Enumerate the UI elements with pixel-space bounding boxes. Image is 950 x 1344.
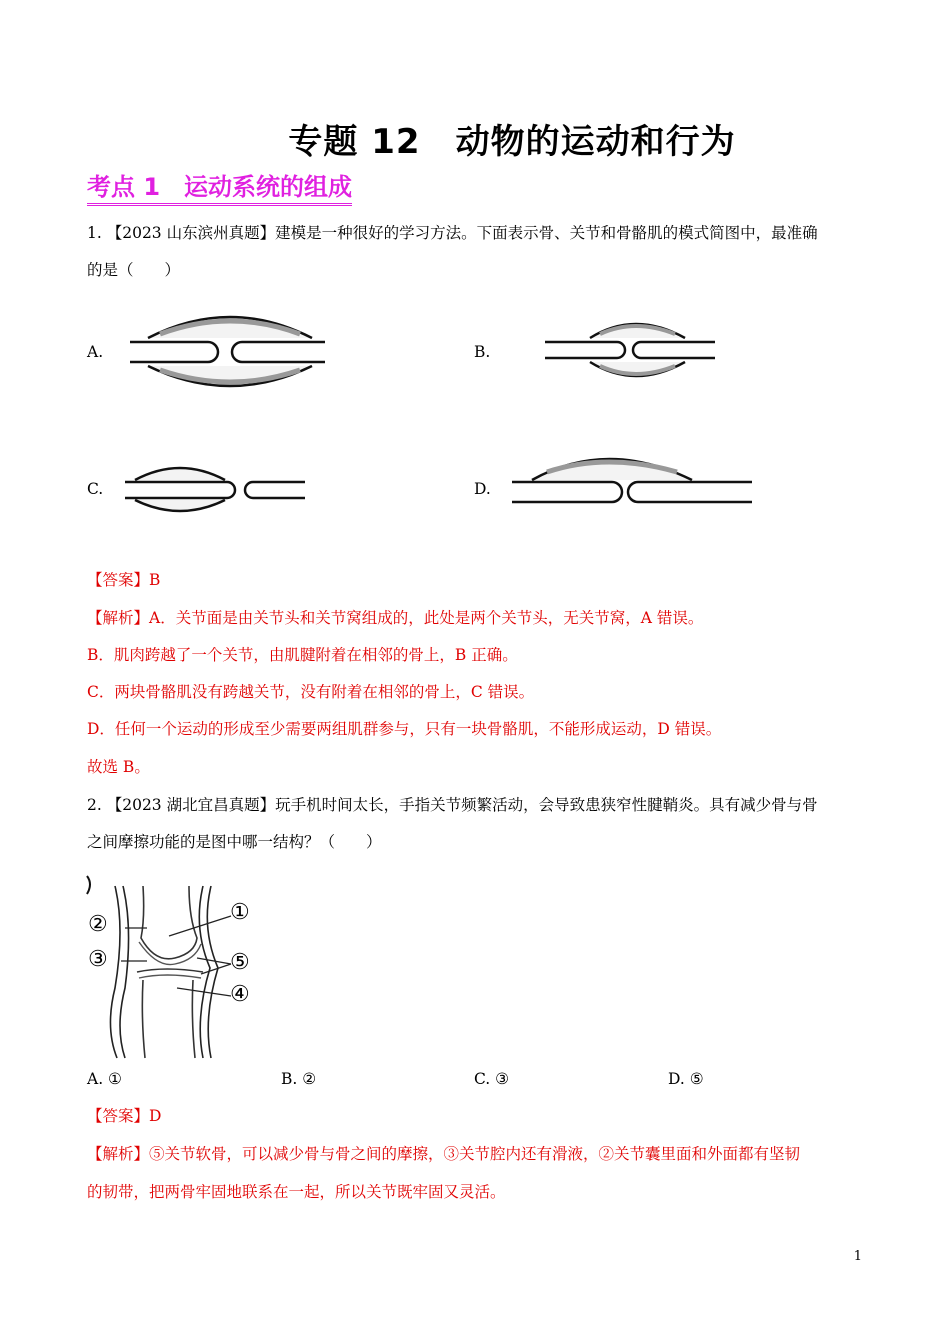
section-heading: 考点 1 运动系统的组成 (87, 172, 352, 206)
page-number: 1 (853, 1249, 862, 1264)
q2-stem-line1: 2. 【2023 湖北宜昌真题】玩手机时间太长，手指关节频繁活动，会导致患狭窄性腱鞘炎。具有减少骨与骨 (87, 796, 818, 814)
q2-stem-line2: 之间摩擦功能的是图中哪一结构？（ ） (87, 833, 382, 851)
q1-figure-d (512, 448, 752, 518)
q1-figure-c (125, 458, 305, 520)
q1-option-b: B. (474, 343, 491, 361)
q1-analysis-line2: B．肌肉跨越了一个关节，由肌腱附着在相邻的骨上，B 正确。 (87, 646, 518, 664)
q2-option-b: B. ② (281, 1070, 317, 1088)
q2-figure-label-2: ② (88, 912, 108, 937)
q2-answer: 【答案】D (87, 1107, 162, 1125)
page-title: 专题 12 动物的运动和行为 (288, 122, 736, 162)
q1-option-a: A. (87, 343, 104, 361)
q1-figure-a (130, 308, 325, 394)
q2-figure-label-1: ① (230, 900, 250, 925)
q1-figure-b (545, 314, 715, 386)
q2-analysis-line1: 【解析】⑤关节软骨，可以减少骨与骨之间的摩擦，③关节腔内还有滑液，②关节囊里面和外面都有坚韧 (87, 1145, 801, 1163)
q2-option-d: D. ⑤ (668, 1070, 704, 1088)
q1-analysis-line1: 【解析】A．关节面是由关节头和关节窝组成的，此处是两个关节头，无关节窝，A 错误。 (87, 609, 704, 627)
q2-option-c: C. ③ (474, 1070, 510, 1088)
q2-figure-label-4: ④ (230, 982, 250, 1007)
q2-figure-label-3: ③ (88, 947, 108, 972)
q2-analysis-line2: 的韧带，把两骨牢固地联系在一起，所以关节既牢固又灵活。 (87, 1183, 506, 1201)
q2-option-a: A. ① (87, 1070, 122, 1088)
q1-analysis-line5: 故选 B。 (87, 758, 150, 776)
q1-option-c: C. (87, 480, 104, 498)
q1-answer: 【答案】B (87, 571, 161, 589)
q1-option-d: D. (474, 480, 491, 498)
q1-analysis-line3: C．两块骨骼肌没有跨越关节，没有附着在相邻的骨上，C 错误。 (87, 683, 535, 701)
q2-figure-label-5: ⑤ (230, 950, 250, 975)
q1-stem-line1: 1. 【2023 山东滨州真题】建模是一种很好的学习方法。下面表示骨、关节和骨骼肌的模式简图中，最准确 (87, 224, 818, 242)
q1-stem-line2: 的是（ ） (87, 261, 181, 279)
q1-analysis-line4: D．任何一个运动的形成至少需要两组肌群参与，只有一块骨骼肌，不能形成运动，D 错误。 (87, 720, 722, 738)
